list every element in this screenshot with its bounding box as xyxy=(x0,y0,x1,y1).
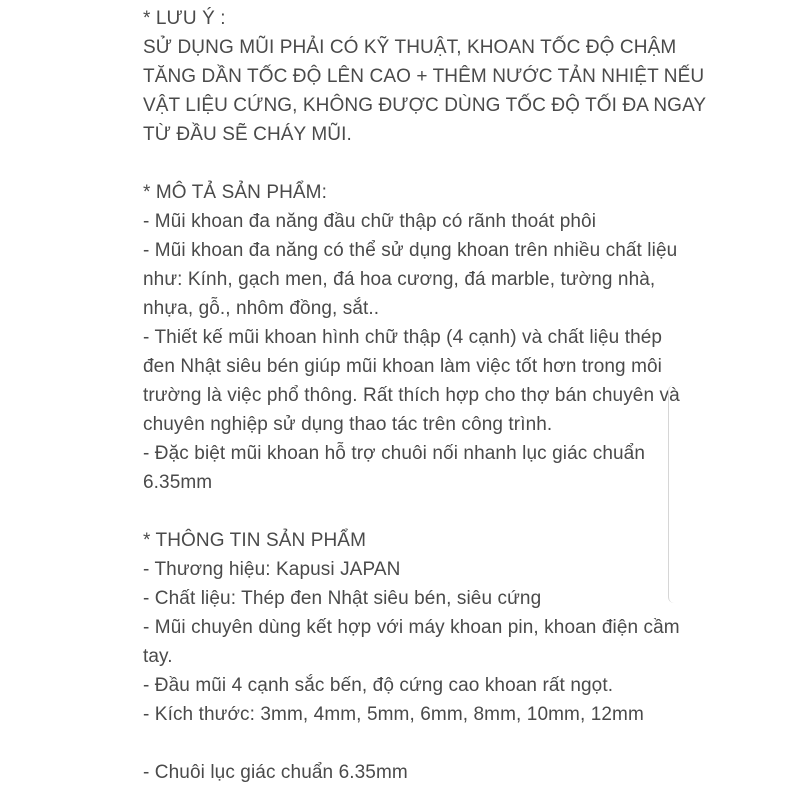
description-line: - Mũi khoan đa năng có thể sử dụng khoan trên nhiều chất liệu xyxy=(143,240,678,261)
description-line: chuyên nghiệp sử dụng thao tác trên công trình. xyxy=(143,414,553,435)
info-line: - Kích thước: 3mm, 4mm, 5mm, 6mm, 8mm, 10mm, 12mm xyxy=(143,704,644,725)
note-line: SỬ DỤNG MŨI PHẢI CÓ KỸ THUẬT, KHOAN TỐC ĐỘ CHẬM xyxy=(143,37,677,58)
info-line: - Chất liệu: Thép đen Nhật siêu bén, siêu cứng xyxy=(143,588,542,609)
description-heading: * MÔ TẢ SẢN PHẨM: xyxy=(143,182,327,203)
info-line: - Đầu mũi 4 cạnh sắc bến, độ cứng cao khoan rất ngọt. xyxy=(143,675,614,696)
spacer xyxy=(143,497,783,526)
info-line: - Thương hiệu: Kapusi JAPAN xyxy=(143,559,401,580)
note-line: TỪ ĐẦU SẼ CHÁY MŨI. xyxy=(143,124,352,145)
info-line: - Mũi chuyên dùng kết hợp với máy khoan pin, khoan điện cầm xyxy=(143,617,680,638)
description-line: như: Kính, gạch men, đá hoa cương, đá marble, tường nhà, xyxy=(143,269,656,290)
description-line: - Thiết kế mũi khoan hình chữ thập (4 cạnh) và chất liệu thép xyxy=(143,327,663,348)
info-line: - Chuôi lục giác chuẩn 6.35mm xyxy=(143,762,408,783)
spacer xyxy=(143,729,783,758)
description-line: trường là việc phổ thông. Rất thích hợp cho thợ bán chuyên và xyxy=(143,385,680,406)
description-line: - Đặc biệt mũi khoan hỗ trợ chuôi nối nhanh lục giác chuẩn xyxy=(143,443,645,464)
description-line: - Mũi khoan đa năng đầu chữ thập có rãnh thoát phôi xyxy=(143,211,597,232)
info-heading: * THÔNG TIN SẢN PHẨM xyxy=(143,530,366,551)
scrollbar[interactable] xyxy=(668,385,674,603)
note-heading: * LƯU Ý : xyxy=(143,8,226,29)
description-line: nhựa, gỗ., nhôm đồng, sắt.. xyxy=(143,298,380,319)
note-line: VẬT LIỆU CỨNG, KHÔNG ĐƯỢC DÙNG TỐC ĐỘ TỐI ĐA NGAY xyxy=(143,95,707,116)
description-line: đen Nhật siêu bén giúp mũi khoan làm việc tốt hơn trong môi xyxy=(143,356,662,377)
description-text xyxy=(143,4,783,787)
note-line: TĂNG DẦN TỐC ĐỘ LÊN CAO + THÊM NƯỚC TẢN NHIỆT NẾU xyxy=(143,66,705,87)
info-line: tay. xyxy=(143,646,173,667)
spacer xyxy=(143,149,783,178)
description-line: 6.35mm xyxy=(143,472,213,493)
